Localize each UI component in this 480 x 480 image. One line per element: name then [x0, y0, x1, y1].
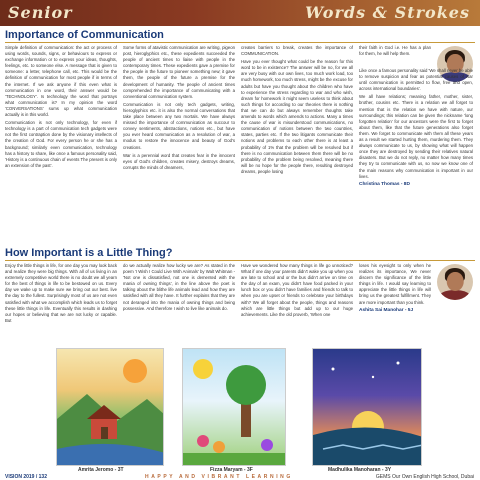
paragraph: Communication is not only technology, for even if technology is a part of communication tech gadgets were not the first contraption done by the visionary intellects of the creation of God. For every person he or she has a background; similarly even communication, technology has a history to share, like once a famous personality said, 'History is a continuous chain of events The present is only an extension of the past'. [5, 120, 117, 168]
article-title: Importance of Communication [5, 29, 164, 41]
author-name: Ashita Sai Manohar - 5J [359, 307, 414, 313]
article-title: How Important is a Little Thing? [5, 247, 173, 259]
landscape-painting-icon [57, 349, 164, 466]
paragraph: War is a perennial word that creates fear in the innocent eyes of God's children, creates misery, destroys dreams, corrupts the minds of dreamers, [123, 152, 235, 170]
paragraph: creates barriers to break, creates the importance of COMMUNICATION. [241, 45, 353, 57]
article-column-1 [5, 263, 117, 326]
school-name: GEMS Our Own English High School, Dubai [375, 474, 474, 480]
article-column-4 [359, 263, 431, 316]
article-column-1 [5, 45, 117, 171]
page-header [0, 0, 480, 26]
author-name: Christina Thomas - 8D [359, 181, 410, 187]
artwork-caption: Amrita Jeromo - 3T [78, 467, 124, 473]
student-artwork-3 [312, 348, 422, 466]
artwork-caption: Fizza Maryam - 3F [210, 467, 253, 473]
page-footer [0, 474, 480, 480]
paragraph: Some forms of atavistic communication are writing, pigeon post, hieroglyphics etc., these expedients succeeded the people of ancient times to liaise with people in the contemporary times. These expedients gave a premise for the people in the future to pioneer something new; it gave them, the people of the future a premise for the development of humanity. The people of ancient times comprehended the importance of communicating with a conventional communication system. [123, 45, 235, 99]
artwork-caption: Madhulika Manoharan - 3Y [328, 467, 392, 473]
garden-painting-icon [183, 349, 286, 466]
page-number: VISION 2019 / 132 [5, 474, 47, 480]
paragraph: Like once a famous personality said 'We shall never be able to remove suspicion and fear as potential causes of war until communication is permitted to flow, free and open, across international boundaries'. [359, 68, 473, 92]
sunset-painting-icon [313, 349, 422, 466]
paragraph: Have you ever thought what could be the reason for this word to be in existence? The answer will be no, for we all are very busy with our own lives, too much work load, too much homework, too much stress, might be the excuse for adults but have you thought about the children who have to experience the stress regarding to war and who wish, dream for homework it might seem useless to think about such things for according to our theories there is nothing that we can do but always remember thoughts take amends to words which amends to actions. Many a times the cause of war is misunderstood communications, no communication of notions between the two countries, states, parties etc. If the two litigants communicate their notions and problems to each other there is at least a probability of 1% that the problem will be resolved but if there is no communication between them there will be no probability of the problem being resolved, meaning there will be no hope for the people there, resulting destroyed dreams, people losing [241, 59, 353, 174]
magazine-section-title: Words & Strokes [305, 3, 470, 22]
student-artwork-2 [182, 348, 286, 466]
article-column-2 [123, 263, 235, 314]
title-divider [5, 260, 475, 261]
paragraph: Communication is not only tech gadgets, writing, hieroglyphics etc. it is also the normal conversations that take place between any two mortals. We have always missed the importance of communication as succour to convey sentiments, abstractions, notions etc., but have you ever heard communication as a resolution of war, a modus to restore the innocence and beauty of God's creations. [123, 101, 235, 150]
section-label: Senior [8, 3, 73, 22]
paragraph: do we actually realize how lucky we are? As stated in the poem 'I Wish I Could Live With Animals' by Walt Whitman - 'Not one is dissatisfied, not one is demented with the mania of owning things', in the line above the poet is talking about the blithe life animals lead and how they are satisfied with all they have. It further explains that they are not deranged into the mania of owning things and being possessive. And therefore I wish to live like animals do. [123, 263, 235, 311]
paragraph: Have we wondered how many things in life go unnoticed? What if one day your parents didn't wake you up when you are late to school and or the bus didn't arrive on time on the day of an exam, you didn't have food packed in your lunch box or you didn't have families and friends to talk to when you are upset or friends to celebrate your birthdays with? We all forget about the people, things and reasons which are little things but add up to our huge achievements. Like the old proverb, 'When one [241, 263, 353, 317]
paragraph: Simple definition of communication: the act or process of using words, sounds, signs, or behaviours to express or exchange information or to express your ideas, thoughts, feelings, etc. to someone else. A message that is given to someone: a letter, telephone call, etc. This would be the definition of communication for most people if in terms of the internet. If we ask anyone if this even what is communication in one word, their answer would be 'TECHNOLOGY'. Is technology the word that portrays what communication is? In my opinion the word 'CONVERSATIONS' sums up what communication actually is in this world. [5, 45, 117, 118]
title-divider [5, 42, 475, 43]
article-column-4a [359, 45, 431, 59]
paragraph: loses his eyesight to only when he realizes its importance, We never discern the significance of the little things in life. I would say learning to appreciate the little things in life will bring us the greatest fulfillment. They are more important than you think. [359, 263, 431, 305]
student-artwork-1 [56, 348, 164, 466]
paragraph: We all have relations; meaning father, mother, sister, brother, cousins etc. There is a relation we all forget to mention that is the relation we have with nature, our surroundings; this relation can be given the nickname 'long forgotten relation' for our ancestors were the first to forget about them, like that the future generations also forget them. We forget to communicate with them all these years as a result we started hurting them, murdering them. They always communicate to us, by showing what will happen once they are destroyed by sending their relatives natural disasters. But we do not reply, no matter how many times they try to communicate with us, so now we know one of the main reasons why communication is important in our lives. [359, 94, 473, 179]
article-column-3 [241, 263, 353, 320]
article-column-2 [123, 45, 235, 173]
author-photo [437, 264, 473, 300]
paragraph: Enjoy the little things in life, for one day you may look back and realize they were big things. With all of us living in an extremely competitive world there is no doubt we all yearn for the best of things in life to be bestowed on us. Every day we wake up to make sure we bring out our best. live the day to the fullest. Surprisingly most of us are not even satisfied with what we accomplish which leads us to forget these little things in life. Eventually this results in dashing our hopes or believing that we are not lucky or capable. But [5, 263, 117, 323]
article-column-4b [359, 68, 473, 190]
article-column-3 [241, 45, 353, 177]
footer-tagline: HAPPY AND VIBRANT LEARNING [145, 474, 293, 480]
paragraph: their faith in God i.e. He has a plan for them, he will help them. [359, 45, 431, 57]
